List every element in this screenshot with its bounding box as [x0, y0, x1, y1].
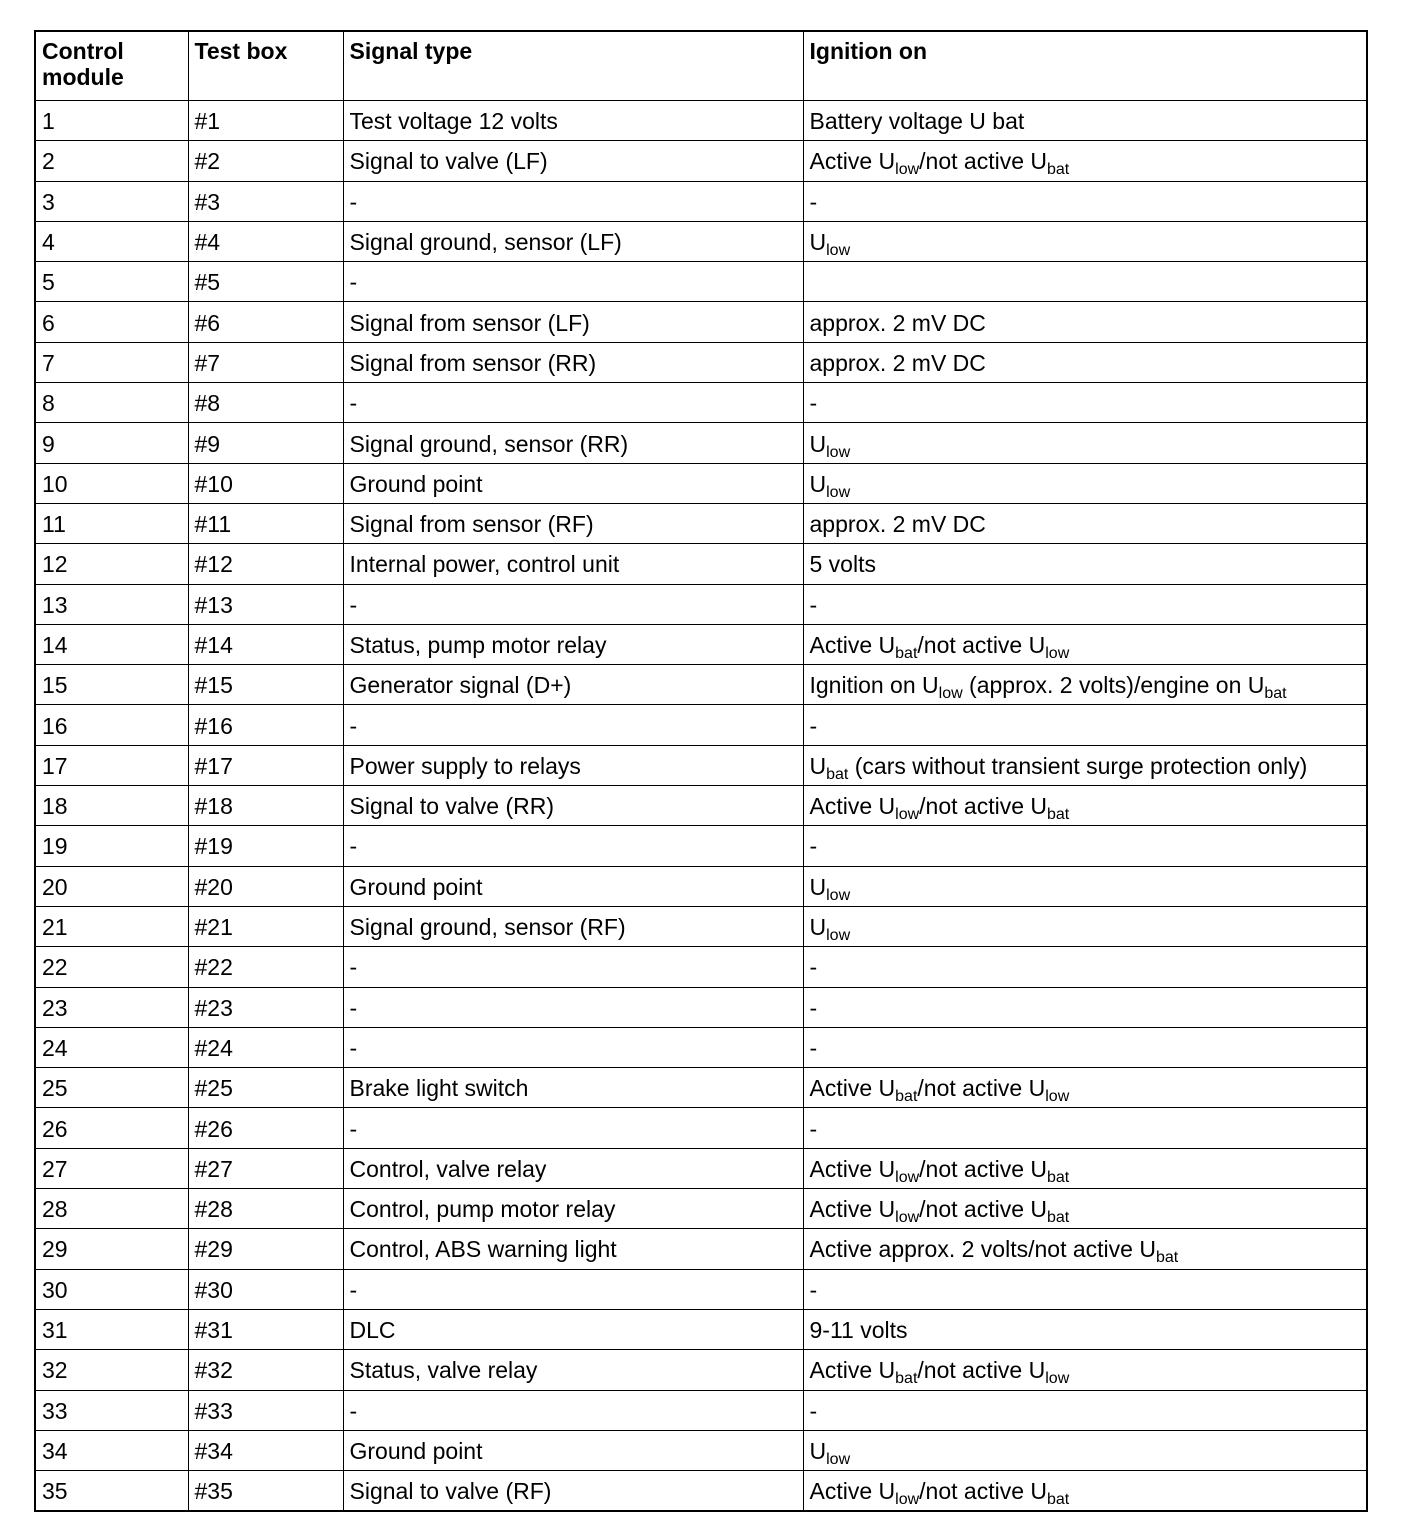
test-box-cell: #11	[188, 503, 343, 543]
ignition-subscript: low	[1045, 1088, 1070, 1106]
test-box-cell: #23	[188, 987, 343, 1027]
ignition-on-cell	[803, 1027, 1367, 1067]
pinout-table	[34, 30, 1368, 1512]
ignition-text: Active U	[809, 793, 896, 820]
ignition-subscript: bat	[895, 1088, 918, 1106]
ignition-text: Active approx. 2 volts/not active U	[809, 1236, 1156, 1263]
ignition-on-cell	[803, 866, 1367, 906]
ignition-text: U	[809, 873, 827, 900]
control-module-cell: 6	[35, 302, 188, 342]
ignition-subscript: low	[1045, 645, 1070, 662]
ignition-subscript: low	[826, 242, 851, 260]
ignition-text: /not active U	[919, 148, 1047, 175]
test-box-cell: #31	[188, 1309, 343, 1349]
signal-type-cell: Control, pump motor relay	[343, 1189, 803, 1229]
ignition-subscript: low	[1045, 1370, 1070, 1388]
test-box-cell: #17	[188, 745, 343, 785]
test-box-cell: #15	[188, 665, 343, 705]
ignition-text: -	[809, 591, 818, 618]
test-box-cell: #33	[188, 1390, 343, 1430]
signal-type-cell: -	[343, 1390, 803, 1430]
ignition-text: -	[809, 1115, 818, 1142]
signal-type-cell: Ground point	[343, 463, 803, 503]
ignition-subscript: bat	[1047, 161, 1070, 179]
ignition-subscript: low	[826, 483, 851, 501]
ignition-on-cell	[803, 221, 1367, 261]
test-box-cell: #10	[188, 463, 343, 503]
signal-type-cell: Signal to valve (LF)	[343, 141, 803, 181]
signal-type-cell: Control, ABS warning light	[343, 1229, 803, 1269]
ignition-on-cell	[803, 826, 1367, 866]
header-test-box: Test box	[188, 31, 343, 101]
ignition-text: /not active U	[919, 1155, 1047, 1182]
test-box-cell: #1	[188, 101, 343, 141]
control-module-cell: 25	[35, 1068, 188, 1108]
ignition-on-cell	[803, 947, 1367, 987]
test-box-cell: #6	[188, 302, 343, 342]
signal-type-cell: Power supply to relays	[343, 745, 803, 785]
test-box-cell: #4	[188, 221, 343, 261]
table-row	[35, 786, 1367, 826]
control-module-cell: 19	[35, 826, 188, 866]
control-module-cell: 8	[35, 383, 188, 423]
ignition-on-cell	[803, 1229, 1367, 1269]
ignition-text: 9-11 volts	[809, 1317, 908, 1344]
ignition-text: U	[809, 914, 827, 941]
test-box-cell: #27	[188, 1148, 343, 1188]
signal-type-cell: Signal from sensor (LF)	[343, 302, 803, 342]
table-row	[35, 423, 1367, 463]
header-signal-type: Signal type	[343, 31, 803, 101]
signal-type-cell: Signal from sensor (RF)	[343, 503, 803, 543]
ignition-text: Active U	[809, 148, 896, 175]
table-row	[35, 1229, 1367, 1269]
ignition-on-cell	[803, 624, 1367, 664]
ignition-on-cell	[803, 342, 1367, 382]
table-body	[35, 101, 1367, 1512]
ignition-on-cell	[803, 665, 1367, 705]
test-box-cell: #13	[188, 584, 343, 624]
test-box-cell: #2	[188, 141, 343, 181]
control-module-cell: 10	[35, 463, 188, 503]
table-row	[35, 947, 1367, 987]
test-box-cell: #32	[188, 1350, 343, 1390]
test-box-cell: #24	[188, 1027, 343, 1067]
ignition-subscript: low	[895, 1168, 920, 1186]
signal-type-cell: Ground point	[343, 866, 803, 906]
ignition-text: Active U	[809, 632, 896, 658]
test-box-cell: #5	[188, 262, 343, 302]
ignition-on-cell	[803, 1309, 1367, 1349]
ignition-subscript: low	[895, 806, 920, 824]
table-row	[35, 1189, 1367, 1229]
ignition-on-cell	[803, 705, 1367, 745]
test-box-cell: #8	[188, 383, 343, 423]
test-box-cell: #25	[188, 1068, 343, 1108]
ignition-text: -	[809, 833, 818, 860]
ignition-on-cell	[803, 745, 1367, 785]
ignition-text: Active U	[809, 1075, 896, 1102]
table-row	[35, 1068, 1367, 1108]
test-box-cell: #22	[188, 947, 343, 987]
control-module-cell: 18	[35, 786, 188, 826]
ignition-text: Active U	[809, 1196, 896, 1223]
header-control-module: Control module	[35, 31, 188, 101]
ignition-text: approx. 2 mV DC	[809, 511, 986, 538]
table-row	[35, 1309, 1367, 1349]
ignition-text: /not active U	[919, 1196, 1047, 1223]
signal-type-cell: DLC	[343, 1309, 803, 1349]
table-row	[35, 1148, 1367, 1188]
test-box-cell: #29	[188, 1229, 343, 1269]
test-box-cell: #21	[188, 906, 343, 946]
test-box-cell: #35	[188, 1471, 343, 1512]
ignition-text: approx. 2 mV DC	[809, 349, 986, 376]
ignition-text: (approx. 2 volts)/engine on U	[962, 672, 1265, 699]
ignition-subscript: bat	[895, 645, 918, 662]
ignition-on-cell	[803, 1068, 1367, 1108]
ignition-text: U	[809, 470, 827, 497]
table-row	[35, 1350, 1367, 1390]
ignition-on-cell	[803, 1471, 1367, 1512]
control-module-cell: 5	[35, 262, 188, 302]
signal-type-cell: Test voltage 12 volts	[343, 101, 803, 141]
ignition-on-cell	[803, 262, 1367, 302]
ignition-subscript: bat	[1264, 685, 1287, 703]
table-row	[35, 302, 1367, 342]
table-header	[35, 31, 1367, 101]
ignition-on-cell	[803, 1189, 1367, 1229]
ignition-on-cell	[803, 141, 1367, 181]
table-row	[35, 221, 1367, 261]
table-row	[35, 826, 1367, 866]
control-module-cell: 21	[35, 906, 188, 946]
ignition-text: Active U	[809, 1478, 896, 1505]
test-box-cell: #34	[188, 1430, 343, 1470]
signal-type-cell: Internal power, control unit	[343, 544, 803, 584]
control-module-cell: 4	[35, 221, 188, 261]
ignition-text: -	[809, 1034, 818, 1061]
control-module-cell: 32	[35, 1350, 188, 1390]
ignition-text: /not active U	[919, 793, 1047, 820]
ignition-on-cell	[803, 101, 1367, 141]
header-row	[35, 31, 1367, 101]
test-box-cell: #16	[188, 705, 343, 745]
ignition-on-cell	[803, 1350, 1367, 1390]
ignition-on-cell	[803, 423, 1367, 463]
ignition-text: /not active U	[917, 1075, 1046, 1102]
signal-type-cell: -	[343, 826, 803, 866]
signal-type-cell: Generator signal (D+)	[343, 665, 803, 705]
ignition-subscript: low	[826, 1450, 851, 1468]
ignition-text: -	[809, 1276, 818, 1303]
ignition-subscript: bat	[1155, 1249, 1179, 1267]
control-module-cell: 3	[35, 181, 188, 221]
control-module-cell: 14	[35, 624, 188, 664]
control-module-cell: 33	[35, 1390, 188, 1430]
ignition-on-cell	[803, 1269, 1367, 1309]
ignition-on-cell	[803, 302, 1367, 342]
signal-type-cell: Ground point	[343, 1430, 803, 1470]
control-module-cell: 23	[35, 987, 188, 1027]
test-box-cell: #28	[188, 1189, 343, 1229]
signal-type-cell: Control, valve relay	[343, 1148, 803, 1188]
ignition-text: U	[809, 752, 827, 779]
signal-type-cell: Signal to valve (RF)	[343, 1471, 803, 1512]
signal-type-cell: -	[343, 383, 803, 423]
table-row	[35, 101, 1367, 141]
ignition-on-cell	[803, 987, 1367, 1027]
ignition-text: U	[809, 229, 827, 256]
ignition-text: Active U	[809, 1357, 896, 1384]
signal-type-cell: -	[343, 1108, 803, 1148]
table-row	[35, 383, 1367, 423]
table-row	[35, 1027, 1367, 1067]
table-row	[35, 1430, 1367, 1470]
signal-type-cell: Signal from sensor (RR)	[343, 342, 803, 382]
table-row	[35, 544, 1367, 584]
ignition-text: U	[809, 430, 827, 457]
test-box-cell: #18	[188, 786, 343, 826]
table-row	[35, 262, 1367, 302]
ignition-on-cell	[803, 1390, 1367, 1430]
ignition-on-cell	[803, 463, 1367, 503]
ignition-text: -	[809, 188, 818, 215]
ignition-subscript: bat	[1047, 806, 1070, 824]
test-box-cell: #9	[188, 423, 343, 463]
ignition-on-cell	[803, 786, 1367, 826]
control-module-cell: 1	[35, 101, 188, 141]
ignition-on-cell	[803, 1430, 1367, 1470]
test-box-cell: #14	[188, 624, 343, 664]
table-row	[35, 906, 1367, 946]
ignition-text: /not active U	[917, 1357, 1046, 1384]
test-box-cell: #19	[188, 826, 343, 866]
control-module-cell: 22	[35, 947, 188, 987]
ignition-on-cell	[803, 906, 1367, 946]
control-module-cell: 31	[35, 1309, 188, 1349]
table-row	[35, 463, 1367, 503]
signal-type-cell: -	[343, 705, 803, 745]
signal-type-cell: Signal ground, sensor (RR)	[343, 423, 803, 463]
ignition-text: -	[809, 994, 818, 1021]
ignition-text: /not active U	[917, 632, 1046, 658]
table-row	[35, 503, 1367, 543]
control-module-cell: 35	[35, 1471, 188, 1512]
signal-type-cell: -	[343, 947, 803, 987]
control-module-cell: 26	[35, 1108, 188, 1148]
signal-type-cell: -	[343, 987, 803, 1027]
ignition-text: Ignition on U	[809, 672, 939, 699]
ignition-on-cell	[803, 383, 1367, 423]
table-row	[35, 584, 1367, 624]
ignition-subscript: low	[895, 1209, 920, 1227]
control-module-cell: 9	[35, 423, 188, 463]
test-box-cell: #12	[188, 544, 343, 584]
control-module-cell: 16	[35, 705, 188, 745]
signal-type-cell: Signal to valve (RR)	[343, 786, 803, 826]
table-row	[35, 866, 1367, 906]
ignition-text: Active U	[809, 1155, 896, 1182]
table-row	[35, 1269, 1367, 1309]
table-row	[35, 141, 1367, 181]
ignition-on-cell	[803, 544, 1367, 584]
ignition-subscript: bat	[1047, 1209, 1070, 1227]
signal-type-cell: Signal ground, sensor (RF)	[343, 906, 803, 946]
signal-type-cell: -	[343, 181, 803, 221]
table-row	[35, 1390, 1367, 1430]
control-module-cell: 20	[35, 866, 188, 906]
ignition-subscript: bat	[1047, 1168, 1070, 1186]
ignition-text: (cars without transient surge protection only)	[848, 752, 1308, 779]
signal-type-cell: Signal ground, sensor (LF)	[343, 221, 803, 261]
header-ignition-on: Ignition on	[803, 31, 1367, 101]
ignition-subscript: low	[938, 685, 963, 703]
table-row	[35, 624, 1367, 664]
ignition-subscript: low	[826, 886, 851, 904]
test-box-cell: #20	[188, 866, 343, 906]
ignition-text: U	[809, 1437, 827, 1464]
ignition-on-cell	[803, 181, 1367, 221]
control-module-cell: 28	[35, 1189, 188, 1229]
table-row	[35, 1108, 1367, 1148]
control-module-cell: 24	[35, 1027, 188, 1067]
table-row	[35, 181, 1367, 221]
control-module-cell: 17	[35, 745, 188, 785]
ignition-subscript: bat	[826, 765, 849, 783]
control-module-cell: 7	[35, 342, 188, 382]
ignition-subscript: bat	[895, 1370, 918, 1388]
ignition-text: Battery voltage U bat	[809, 108, 1025, 135]
signal-type-cell: Brake light switch	[343, 1068, 803, 1108]
control-module-cell: 34	[35, 1430, 188, 1470]
control-module-cell: 13	[35, 584, 188, 624]
table-row	[35, 665, 1367, 705]
ignition-text: approx. 2 mV DC	[809, 309, 986, 336]
ignition-text: -	[809, 712, 818, 739]
ignition-subscript: low	[895, 161, 920, 179]
ignition-on-cell	[803, 1148, 1367, 1188]
ignition-text: /not active U	[919, 1478, 1047, 1505]
signal-type-cell: -	[343, 584, 803, 624]
table-row	[35, 987, 1367, 1027]
control-module-cell: 12	[35, 544, 188, 584]
test-box-cell: #7	[188, 342, 343, 382]
ignition-subscript: bat	[1047, 1491, 1070, 1509]
signal-type-cell: -	[343, 1269, 803, 1309]
control-module-cell: 30	[35, 1269, 188, 1309]
signal-type-cell: Status, pump motor relay	[343, 624, 803, 664]
test-box-cell: #30	[188, 1269, 343, 1309]
signal-type-cell: Status, valve relay	[343, 1350, 803, 1390]
ignition-text: -	[809, 390, 818, 417]
signal-type-cell: -	[343, 1027, 803, 1067]
ignition-on-cell	[803, 584, 1367, 624]
control-module-cell: 2	[35, 141, 188, 181]
control-module-cell: 11	[35, 503, 188, 543]
test-box-cell: #26	[188, 1108, 343, 1148]
ignition-subscript: low	[826, 443, 851, 461]
test-box-cell: #3	[188, 181, 343, 221]
ignition-on-cell	[803, 1108, 1367, 1148]
table-row	[35, 705, 1367, 745]
ignition-text: -	[809, 1397, 818, 1424]
control-module-cell: 27	[35, 1148, 188, 1188]
ignition-text: 5 volts	[809, 551, 876, 578]
signal-type-cell: -	[343, 262, 803, 302]
control-module-cell: 15	[35, 665, 188, 705]
ignition-subscript: low	[826, 927, 851, 945]
table-row	[35, 342, 1367, 382]
ignition-subscript: low	[895, 1491, 920, 1509]
control-module-cell: 29	[35, 1229, 188, 1269]
ignition-on-cell	[803, 503, 1367, 543]
table-row	[35, 745, 1367, 785]
table-row	[35, 1471, 1367, 1512]
ignition-text: -	[809, 954, 818, 981]
